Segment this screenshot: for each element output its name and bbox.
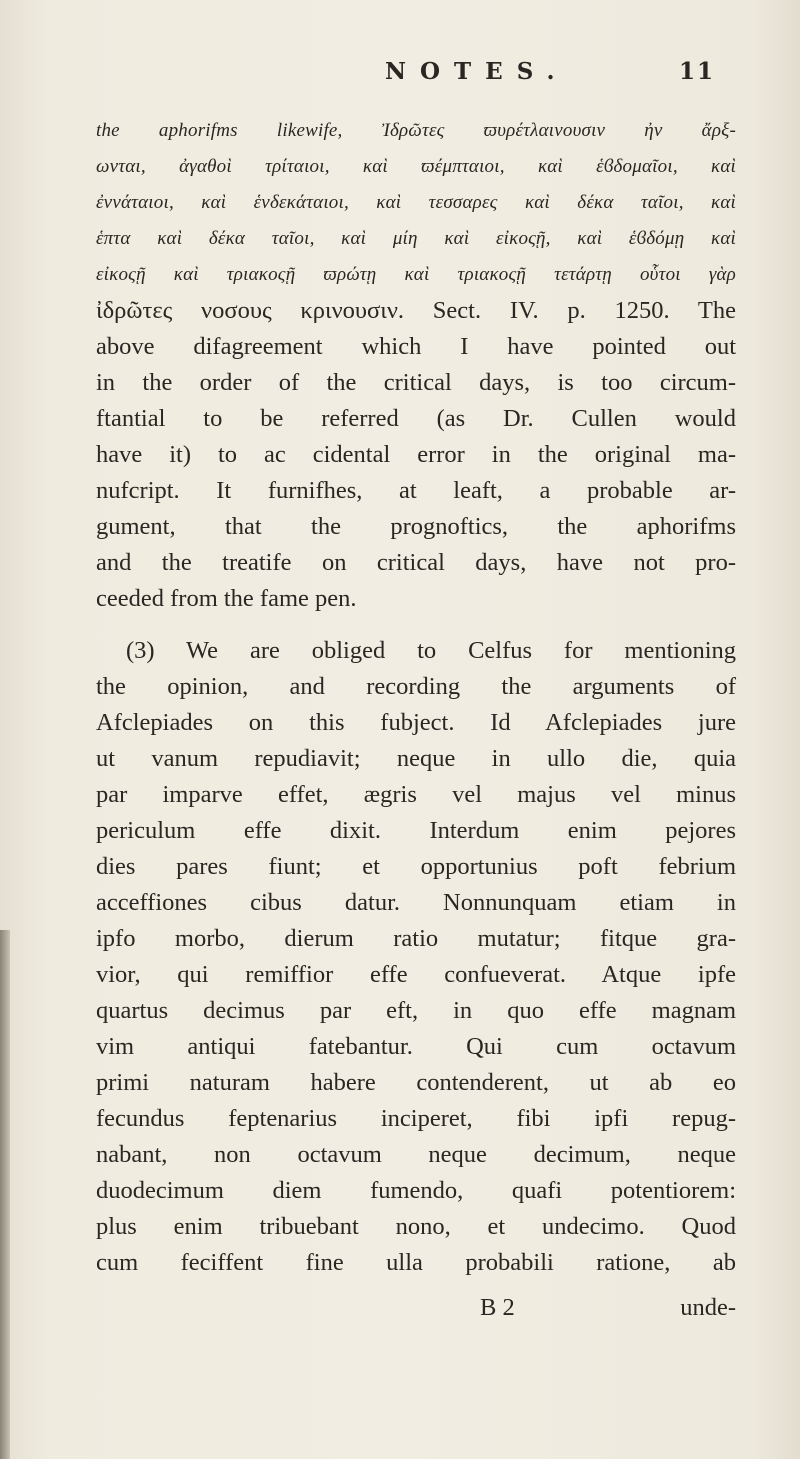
text-line: Afclepiades on this fubject. Id Afclepiades jure [96, 709, 736, 736]
binding-shadow [0, 930, 10, 1459]
text-line: the aphorifms likewife, Ἰδρῶτες ϖυρέτλαινουσιν ἠν ἄρξ- [96, 120, 736, 141]
text-line: above difagreement which I have pointed out [96, 333, 736, 360]
text-line: have it) to ac cidental error in the original ma- [96, 441, 736, 468]
text-line: plus enim tribuebant nono, et undecimo. Quod [96, 1213, 736, 1240]
text-line: ἰδρῶτες νοσους κρινουσιν. Sect. IV. p. 1250. The [96, 297, 736, 324]
text-line: quartus decimus par eft, in quo effe magnam [96, 997, 736, 1024]
text-line: primi naturam habere contenderent, ut ab eo [96, 1069, 736, 1096]
text-line: ftantial to be referred (as Dr. Cullen would [96, 405, 736, 432]
text-line: gument, that the prognoftics, the aphorifms [96, 513, 736, 540]
text-line: nabant, non octavum neque decimum, neque [96, 1141, 736, 1168]
page-number: 11 [678, 58, 715, 85]
catchword: unde- [680, 1294, 736, 1321]
text-line: par imparve effet, ægris vel majus vel minus [96, 781, 736, 808]
text-line: ἐννάταιοι, καὶ ἑνδεκάταιοι, καὶ τεσσαρες καὶ δέκα ταῖοι, καὶ [96, 192, 736, 213]
running-header [385, 58, 715, 98]
text-line: εἰκοςῇ καὶ τριακοςῇ ϖρώτῃ καὶ τριακοςῇ τετάρτῃ οὗτοι γὰρ [96, 264, 736, 285]
text-line: cum feciffent fine ulla probabili ratione, ab [96, 1249, 736, 1276]
text-line: ipfo morbo, dierum ratio mutatur; fitque gra- [96, 925, 736, 952]
text-line: nufcript. It furnifhes, at leaft, a probable ar- [96, 477, 736, 504]
text-line: ut vanum repudiavit; neque in ullo die, quia [96, 745, 736, 772]
text-line: vim antiqui fatebantur. Qui cum octavum [96, 1033, 736, 1060]
text-line: in the order of the critical days, is too circum- [96, 369, 736, 396]
text-line: ceeded from the fame pen. [96, 585, 357, 612]
text-line: fecundus feptenarius inciperet, fibi ipfi repug- [96, 1105, 736, 1132]
text-line: and the treatife on critical days, have not pro- [96, 549, 736, 576]
text-line: ἑπτα καὶ δέκα ταῖοι, καὶ μίη καὶ εἰκοςῇ, καὶ ἑϐδόμῃ καὶ [96, 228, 736, 249]
text-line: ωνται, ἀγαθοὶ τρίταιοι, καὶ ϖέμπταιοι, καὶ ἑϐδομαῖοι, καὶ [96, 156, 736, 177]
signature-mark: B 2 [480, 1294, 515, 1321]
text-line: periculum effe dixit. Interdum enim pejores [96, 817, 736, 844]
text-line: (3) We are obliged to Celfus for mentioning [126, 637, 736, 664]
text-line: duodecimum diem fumendo, quafi potentiorem: [96, 1177, 736, 1204]
text-line: dies pares fiunt; et opportunius poft febrium [96, 853, 736, 880]
running-title: NOTES. [385, 58, 569, 85]
text-line: acceffiones cibus datur. Nonnunquam etiam in [96, 889, 736, 916]
text-line: the opinion, and recording the arguments of [96, 673, 736, 700]
text-line: vior, qui remiffior effe confueverat. Atque ipfe [96, 961, 736, 988]
